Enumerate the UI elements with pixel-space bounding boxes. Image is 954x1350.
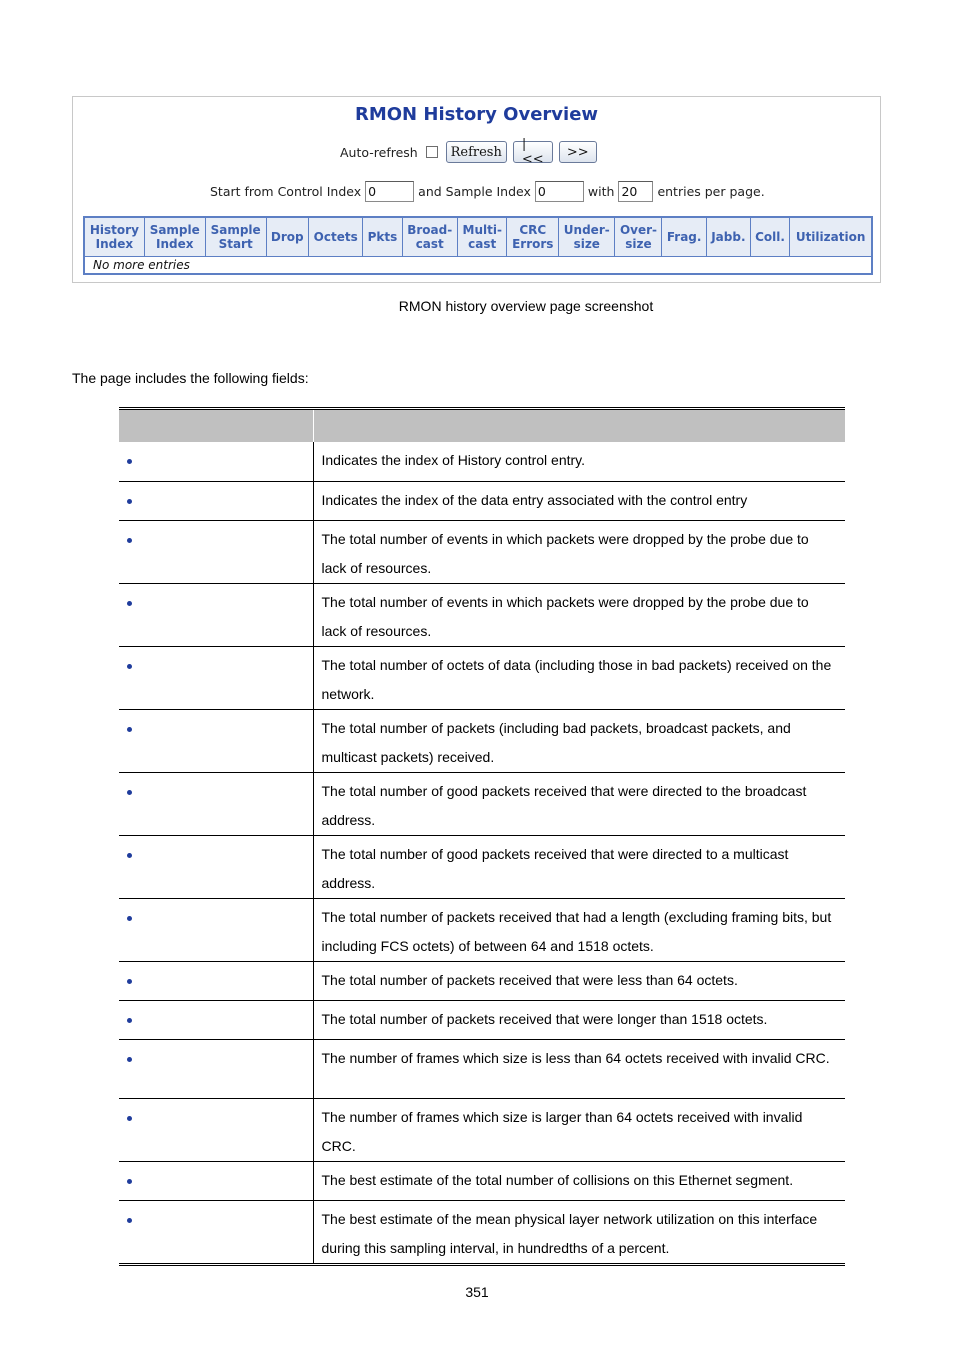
field-description: The total number of events in which packets were dropped by the probe due to lack of resources. xyxy=(313,583,845,646)
column-header xyxy=(615,217,662,257)
field-description: The number of frames which size is larger than 64 octets received with invalid CRC. xyxy=(313,1098,845,1161)
bullet-icon xyxy=(127,916,132,921)
field-row xyxy=(119,1098,845,1161)
column-header xyxy=(559,217,615,257)
page-number: 351 xyxy=(465,1284,489,1300)
column-header-text: Pkts xyxy=(367,230,398,244)
refresh-button[interactable]: Refresh xyxy=(446,141,507,163)
field-object-cell xyxy=(119,1161,313,1200)
column-header-text: Drop xyxy=(270,230,304,244)
field-description: The best estimate of the mean physical layer network utilization on this interface during this sampling interval, in hundredths of a percent. xyxy=(313,1200,845,1264)
column-header-text: Sample xyxy=(210,223,261,237)
column-header xyxy=(457,217,507,257)
field-description: The total number of packets (including bad packets, broadcast packets, and multicast packets) received. xyxy=(313,709,845,772)
column-header-text: size xyxy=(573,237,600,251)
auto-refresh-label: Auto-refresh xyxy=(340,144,418,160)
field-row xyxy=(119,1161,845,1200)
screenshot-panel xyxy=(72,96,881,283)
field-object-cell xyxy=(119,481,313,520)
column-header xyxy=(402,217,457,257)
bullet-icon xyxy=(127,853,132,858)
description-column-header xyxy=(313,409,845,443)
sample-index-label: and Sample Index xyxy=(418,183,531,199)
bullet-icon xyxy=(127,499,132,504)
field-description: Indicates the index of History control entry. xyxy=(313,442,845,481)
entries-per-page-label: entries per page. xyxy=(657,183,765,199)
column-header xyxy=(790,217,872,257)
field-description: The total number of events in which packets were dropped by the probe due to lack of resources. xyxy=(313,520,845,583)
with-label: with xyxy=(587,183,615,199)
bullet-icon xyxy=(127,979,132,984)
field-object-cell xyxy=(119,772,313,835)
column-header-text: cast xyxy=(468,237,497,251)
column-header-text: CRC xyxy=(519,223,547,237)
column-header-text: Broad- xyxy=(407,223,453,237)
field-description: The total number of good packets received that were directed to a multicast address. xyxy=(313,835,845,898)
field-row xyxy=(119,646,845,709)
field-object-cell xyxy=(119,1000,313,1039)
field-description: The total number of good packets received that were directed to the broadcast address. xyxy=(313,772,845,835)
control-row xyxy=(340,137,603,167)
field-row xyxy=(119,1039,845,1098)
column-header xyxy=(84,217,144,257)
start-control-index-input[interactable]: 0 xyxy=(365,181,414,202)
field-description: The number of frames which size is less than 64 octets received with invalid CRC. xyxy=(313,1039,845,1098)
bullet-icon xyxy=(127,1116,132,1121)
bullet-icon xyxy=(127,1179,132,1184)
column-header-text: Index xyxy=(95,237,134,251)
bullet-icon xyxy=(127,1218,132,1223)
column-header xyxy=(750,217,789,257)
column-header xyxy=(363,217,402,257)
field-object-cell xyxy=(119,442,313,481)
field-row xyxy=(119,583,845,646)
figure-caption xyxy=(0,298,954,314)
intro-text: The page includes the following fields: xyxy=(72,370,309,386)
column-header-text: Start xyxy=(218,237,253,251)
column-header-text: Octets xyxy=(313,230,358,244)
fields-table-header xyxy=(119,409,845,443)
history-table-header xyxy=(84,217,872,257)
column-header-text: Jabb. xyxy=(711,230,746,244)
column-header-text: cast xyxy=(415,237,444,251)
field-description: The total number of octets of data (including those in bad packets) received on the network. xyxy=(313,646,845,709)
column-header-text: Frag. xyxy=(666,230,702,244)
field-object-cell xyxy=(119,1200,313,1264)
column-header-text: History xyxy=(89,223,139,237)
column-header-text: Under- xyxy=(563,223,610,237)
page-title: RMON History Overview xyxy=(354,104,599,125)
column-header xyxy=(706,217,750,257)
start-control-index-label: Start from Control Index xyxy=(210,183,362,199)
column-header-text: size xyxy=(625,237,652,251)
column-header xyxy=(266,217,308,257)
field-object-cell xyxy=(119,646,313,709)
field-row xyxy=(119,520,845,583)
bullet-icon xyxy=(127,459,132,464)
field-row xyxy=(119,442,845,481)
column-header-text: Multi- xyxy=(462,223,502,237)
empty-message: No more entries xyxy=(84,257,872,275)
field-row xyxy=(119,481,845,520)
column-header-text: Coll. xyxy=(755,230,785,244)
caption-text: RMON history overview page screenshot xyxy=(398,298,654,314)
field-description: The total number of packets received that were less than 64 octets. xyxy=(313,961,845,1000)
auto-refresh-checkbox[interactable] xyxy=(426,146,438,158)
field-object-cell xyxy=(119,835,313,898)
column-header xyxy=(144,217,205,257)
first-page-button[interactable]: |<< xyxy=(513,141,553,163)
field-row xyxy=(119,772,845,835)
object-column-header xyxy=(119,409,313,443)
column-header xyxy=(308,217,362,257)
bullet-icon xyxy=(127,790,132,795)
bullet-icon xyxy=(127,1018,132,1023)
field-row xyxy=(119,1200,845,1264)
field-description: The total number of packets received that had a length (excluding framing bits, but including FCS octets) of between 64 and 1518 octets. xyxy=(313,898,845,961)
field-row xyxy=(119,1000,845,1039)
field-description: The total number of packets received that were longer than 1518 octets. xyxy=(313,1000,845,1039)
fields-table xyxy=(119,407,845,1266)
column-header-text: Index xyxy=(156,237,194,251)
field-object-cell xyxy=(119,1098,313,1161)
sample-index-input[interactable]: 0 xyxy=(535,181,584,202)
field-object-cell xyxy=(119,898,313,961)
column-header-text: Errors xyxy=(512,237,554,251)
column-header-text: Utilization xyxy=(795,230,866,244)
next-page-button[interactable]: >> xyxy=(559,141,597,163)
bullet-icon xyxy=(127,664,132,669)
column-header xyxy=(507,217,559,257)
history-table-row xyxy=(84,257,872,275)
column-header xyxy=(662,217,706,257)
field-row xyxy=(119,835,845,898)
field-object-cell xyxy=(119,961,313,1000)
entries-per-page-input[interactable]: 20 xyxy=(618,181,653,202)
bullet-icon xyxy=(127,1057,132,1062)
bullet-icon xyxy=(127,727,132,732)
field-row xyxy=(119,709,845,772)
field-description: Indicates the index of the data entry associated with the control entry xyxy=(313,481,845,520)
field-row xyxy=(119,898,845,961)
field-object-cell xyxy=(119,1039,313,1098)
column-header-text: Sample xyxy=(149,223,200,237)
bullet-icon xyxy=(127,538,132,543)
history-table xyxy=(83,216,873,275)
field-object-cell xyxy=(119,709,313,772)
paging-row xyxy=(210,179,765,203)
column-header xyxy=(205,217,266,257)
field-object-cell xyxy=(119,520,313,583)
field-row xyxy=(119,961,845,1000)
field-description: The best estimate of the total number of collisions on this Ethernet segment. xyxy=(313,1161,845,1200)
column-header-text: Over- xyxy=(619,223,658,237)
field-object-cell xyxy=(119,583,313,646)
bullet-icon xyxy=(127,601,132,606)
